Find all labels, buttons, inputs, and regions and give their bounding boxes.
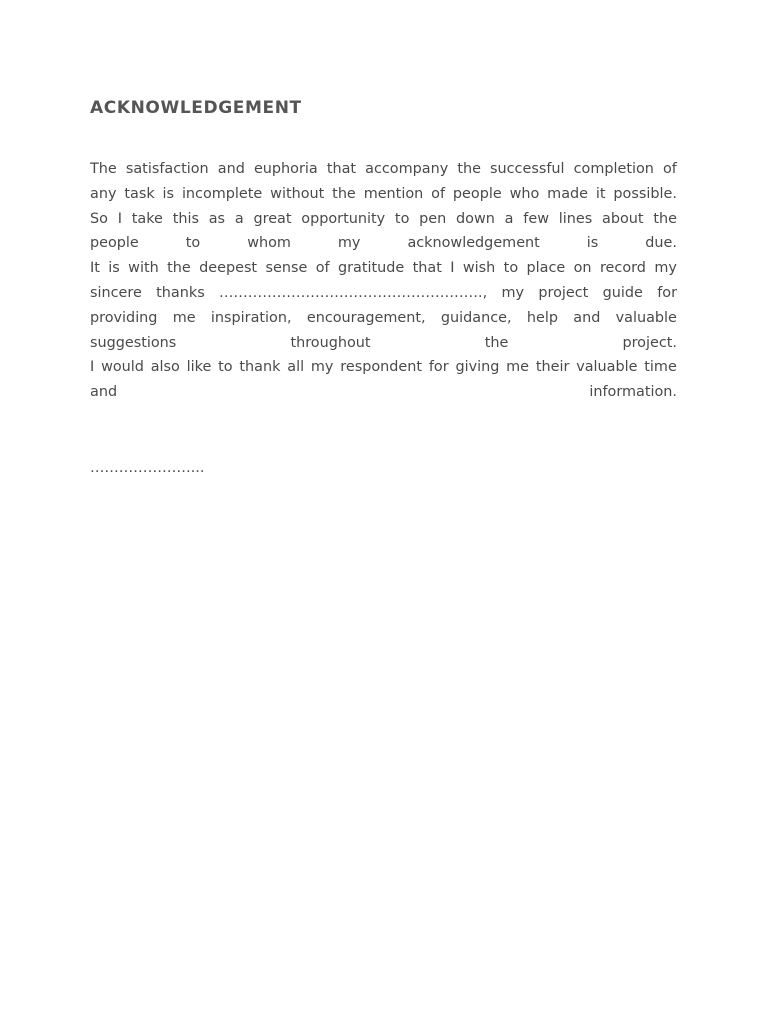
- word: that: [326, 161, 357, 177]
- word: ……………………………………………….,: [219, 284, 488, 301]
- word: any: [90, 185, 117, 202]
- word: It: [90, 260, 100, 277]
- paragraph-line: [90, 355, 677, 380]
- word: is: [586, 235, 599, 252]
- word: of: [315, 260, 330, 277]
- word: suggestions: [90, 334, 177, 351]
- word: all: [287, 359, 305, 376]
- word: satisfaction: [125, 161, 209, 177]
- word: throughout: [290, 334, 371, 351]
- word: is: [108, 260, 120, 277]
- word: and: [573, 309, 601, 326]
- word: place: [526, 260, 566, 277]
- word: the: [484, 334, 509, 351]
- word: down: [456, 210, 495, 227]
- word: guidance,: [440, 309, 512, 326]
- word: providing: [90, 309, 158, 326]
- word: valuable: [615, 309, 677, 326]
- word: this: [172, 210, 199, 227]
- word: a: [234, 210, 244, 227]
- word: the: [653, 210, 677, 227]
- word: sense: [265, 260, 308, 277]
- word: few: [523, 210, 549, 227]
- signature-placeholder: …………………...: [90, 459, 205, 476]
- word: to: [218, 359, 233, 376]
- acknowledgement-body: [90, 157, 677, 405]
- word: who: [509, 185, 540, 202]
- word: acknowledgement: [407, 235, 540, 252]
- word: deepest: [199, 260, 258, 277]
- word: people: [90, 235, 139, 252]
- word: guide: [602, 284, 643, 301]
- word: help: [526, 309, 558, 326]
- word: I: [117, 210, 122, 227]
- word: without: [270, 185, 325, 202]
- word: about: [602, 210, 644, 227]
- word: completion: [573, 161, 654, 177]
- word: my: [310, 359, 334, 376]
- word: opportunity: [301, 210, 386, 227]
- word: take: [131, 210, 163, 227]
- word: respondent: [340, 359, 423, 376]
- word: I: [90, 359, 95, 376]
- word: incomplete: [181, 185, 263, 202]
- word: the: [457, 161, 481, 177]
- word: of: [663, 161, 677, 177]
- word: my: [337, 235, 361, 252]
- word: for: [428, 359, 449, 376]
- word: due.: [645, 235, 677, 252]
- word: made: [547, 185, 588, 202]
- word: and: [90, 384, 118, 401]
- word: me: [506, 359, 530, 376]
- word: that: [412, 260, 442, 277]
- word: as: [208, 210, 226, 227]
- word: mention: [363, 185, 424, 202]
- word: a: [504, 210, 514, 227]
- paragraph-line: [90, 207, 677, 232]
- word: like: [186, 359, 212, 376]
- word: The: [90, 161, 117, 177]
- word: also: [150, 359, 180, 376]
- word: would: [101, 359, 144, 376]
- paragraph-line: [90, 157, 677, 182]
- word: it: [595, 185, 606, 202]
- word: encouragement,: [306, 309, 426, 326]
- word: is: [162, 185, 175, 202]
- word: with: [128, 260, 159, 277]
- word: information.: [589, 384, 677, 401]
- word: on: [573, 260, 592, 277]
- word: possible.: [613, 185, 677, 202]
- paragraph-line: [90, 182, 677, 207]
- word: record: [599, 260, 646, 277]
- word: euphoria: [253, 161, 318, 177]
- word: whom: [247, 235, 291, 252]
- word: of: [431, 185, 446, 202]
- word: the: [332, 185, 356, 202]
- word: their: [535, 359, 570, 376]
- word: project.: [622, 334, 677, 351]
- paragraph-line: [90, 331, 677, 356]
- word: thanks: [156, 284, 205, 301]
- word: sincere: [90, 284, 142, 301]
- word: for: [657, 284, 677, 301]
- word: I: [450, 260, 455, 277]
- word: wish: [462, 260, 496, 277]
- word: to: [185, 235, 201, 252]
- word: the: [167, 260, 191, 277]
- paragraph-line: [90, 231, 677, 256]
- paragraph-line: [90, 256, 677, 281]
- word: my: [654, 260, 677, 277]
- word: project: [538, 284, 589, 301]
- word: pen: [419, 210, 447, 227]
- page-title: ACKNOWLEDGEMENT: [90, 98, 302, 118]
- word: accompany: [365, 161, 449, 177]
- word: people: [452, 185, 502, 202]
- word: lines: [558, 210, 593, 227]
- paragraph-line: [90, 281, 677, 306]
- paragraph-line: [90, 380, 677, 405]
- word: my: [501, 284, 525, 301]
- word: successful: [490, 161, 565, 177]
- word: valuable: [576, 359, 638, 376]
- word: gratitude: [337, 260, 405, 277]
- word: to: [394, 210, 410, 227]
- word: to: [503, 260, 519, 277]
- word: great: [253, 210, 292, 227]
- paragraph-line: [90, 306, 677, 331]
- word: me: [172, 309, 196, 326]
- word: inspiration,: [210, 309, 292, 326]
- word: So: [90, 210, 108, 227]
- word: and: [217, 161, 245, 177]
- word: time: [644, 359, 677, 376]
- word: giving: [455, 359, 500, 376]
- word: thank: [239, 359, 281, 376]
- document-page: [90, 96, 677, 481]
- word: task: [124, 185, 155, 202]
